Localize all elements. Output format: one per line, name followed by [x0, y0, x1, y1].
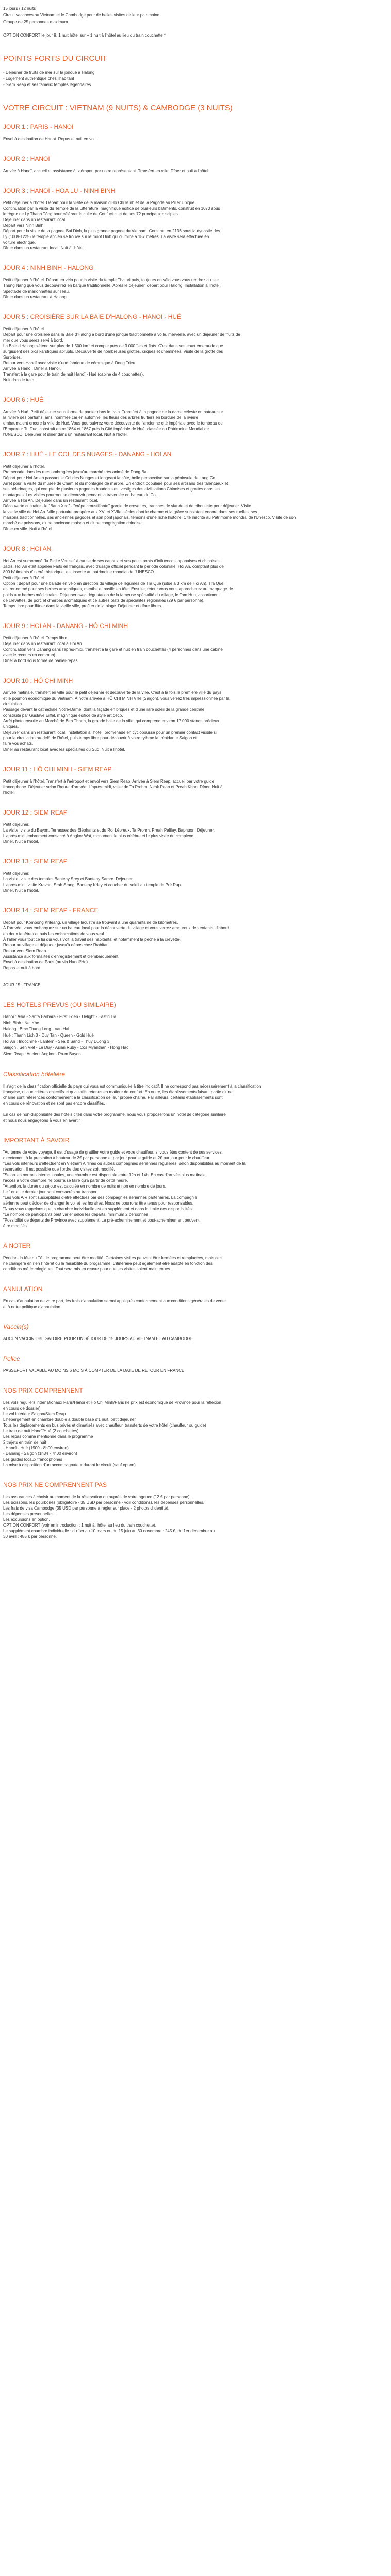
intro-line: Circuit vacances au Vietnam et le Cambodge pour de belles visites de leur patrimoine.: [3, 13, 161, 18]
day-line: Départ pour Hoi An en passant le Col des Nuages et longeant la côte, belle perspective sur la péninsule de Lang Co.: [3, 476, 217, 480]
points-list: [3, 70, 388, 88]
day-line: La Baie d'Halong s'étend sur plus de 1 500 km² et compte près de 3 000 îles et îlots. C'est dans ses eaux émeraude que: [3, 344, 223, 348]
day-line: le règne de Ly Thanh Tông pour célébrer le culte de Confucius et de ses 72 principaux disciples.: [3, 212, 179, 216]
day-line: Départ vers Ninh Binh.: [3, 223, 45, 228]
day-line: Continuation par la visite du Temple de la Littérature, magnifique édifice de plusieurs bâtiments, construit en 1070 sous: [3, 206, 220, 211]
day-line: surgissent des pics karstiques abrupts. Découverte de nombreuses grottes, criques et cheminées. Visite de la grotte des: [3, 349, 223, 354]
intro-line: Groupe de 25 personnes maximum.: [3, 20, 69, 24]
day-line: La visite, visite des temples Banteay Srey et Banteay Samre. Déjeuner.: [3, 877, 134, 882]
excluded-item: Les assurances à choisir au moment de la réservation ou auprès de votre agence (12 € par personne).: [3, 1495, 191, 1499]
day-line: poids aux herbes médicinales. Déjeuner avec dégustation de la fameuse spécialité du village, le Tam Huu, assortiment: [3, 592, 220, 597]
classification-title: Classification hôtelière: [3, 1071, 66, 1078]
day-title: JOUR 13 : SIEM REAP: [3, 858, 68, 865]
day-line: ses pèlerinages, qui compte de plusieurs pagodes bouddhistes, vestiges des civilisations Chinoises et grottes dans les: [3, 487, 220, 492]
day-title: JOUR 5 : CROISIÈRE SUR LA BAIE D'HALONG - HANOÏ - HUÉ: [3, 313, 182, 320]
included-item: La mise à disposition d'un accompagnateur durant le circuit (sauf option): [3, 1463, 136, 1467]
day-line: Déjeuner dans un restaurant local. Installation à l'hôtel, promenade en cyclopousse pour un premier contact visible si: [3, 730, 217, 735]
hotel-item: Saigon : Sen Viet - Le Duy - Asian Ruby - Cos Myanthan - Hong Hac: [3, 1045, 129, 1050]
day-line: Dîner. Nuit à l'hôtel.: [3, 839, 39, 844]
intro-section: [3, 5, 388, 39]
classification-line: française, ni aux critères objectifs et qualitatifs retenus en matière de confort. En outre, les établissements faisant partie d'une: [3, 1090, 233, 1094]
day-line: Dîner à bord sous forme de panier-repas.: [3, 658, 79, 663]
day-line: Petit déjeuner.: [3, 871, 30, 876]
day-line: Assistance aux formalités d'enregistrement et d'embarquement.: [3, 954, 120, 959]
itinerary-day: [3, 766, 388, 795]
classification-line: Il s'agit de la classification officielle du pays qui vous est communiquée à titre indicatif. Il ne correspond pas nécessairement à la classification: [3, 1084, 262, 1089]
included-item: L'hébergement en chambre double à double base d'1 nuit, petit déjeuner: [3, 1417, 136, 1422]
day-line: JOUR 15 : FRANCE: [3, 982, 41, 987]
important-line: l'accès à votre chambre ne pourra se faire qu'à partir de cette heure.: [3, 1178, 128, 1183]
day-line: construite par Gustave Eiffel, magnifique édifice de style art déco.: [3, 713, 123, 718]
day-line: Envol à destination de Hanoï. Repas et nuit en vol.: [3, 137, 96, 141]
excluded-title: NOS PRIX NE COMPRENNENT PAS: [3, 1481, 107, 1488]
day-line: Ly (1009-1225) le temple ancien se trouve sur le mont Dinh qui culmine à 187 mètres. La visite sera effectuée en: [3, 234, 209, 239]
important-line: "Les vols A/R sont susceptibles d'être effectués par des compagnies aériennes partenaires. La compagnie: [3, 1195, 197, 1200]
day-line: est renommé pour ses herbes aromatiques, menthe et basilic en tête. Ensuite, retour vous vous approcherez au marquage de: [3, 587, 233, 591]
day-line: Envol à destination de Paris (ou via Hanoï/Ho).: [3, 960, 89, 964]
day-line: Arrivée à Hué. Petit déjeuner sous forme de panier dans le train. Transfert à la pagode de la dame céleste en bateau sur: [3, 410, 223, 414]
itinerary-day: [3, 187, 388, 251]
itinerary-day: [3, 123, 388, 142]
day-line: Nuit dans le train.: [3, 378, 36, 382]
day-line: Temps libre pour flâner dans la vieille ville, profiter de la plage. Déjeuner et dîner libres.: [3, 604, 162, 608]
day-line: Déjeuner dans un restaurant local.: [3, 217, 67, 222]
day-line: Petit déjeuner à l'hôtel.: [3, 575, 45, 580]
point-item: - Logement authentique chez l'habitant: [3, 76, 74, 81]
important-title: IMPORTANT À SAVOIR: [3, 1137, 70, 1144]
included-item: Les repas comme mentionné dans le programme: [3, 1434, 93, 1439]
day-line: À l'aller vous tout ce lui qui vous voit la travail des habitants, et notamment la pêche à la crevette.: [3, 937, 181, 942]
hotel-item: Hué : Thanh Lich 3 - Duy Tan - Queen - Gold Hué: [3, 1033, 94, 1038]
itinerary-day: [3, 858, 388, 893]
day-line: Petit déjeuner à l'hôtel.: [3, 327, 45, 331]
excluded-item: Les excursions en option.: [3, 1517, 50, 1522]
day-line: Dîner dans un restaurant local. Nuit à l'hôtel.: [3, 246, 85, 250]
day-line: voiture électrique.: [3, 240, 36, 245]
important-line: "Selon les normes internationales, une chambre est disponible entre 12h et 14h. En cas d'arrivée plus matinale,: [3, 1173, 207, 1177]
day-line: Départ pour la visite de la pagode Bai Dinh, la plus grande pagode du Vietnam. Construit en 2136 sous la dynastie des: [3, 229, 220, 233]
day-line: Dîner dans un restaurant à Halong.: [3, 295, 68, 299]
day-line: Départ pour Kompong Khleang, un village lacustre se trouvant à une quarantaine de kilomètres.: [3, 920, 178, 925]
note-title: À NOTER: [3, 1242, 31, 1249]
important-text: [3, 1149, 388, 1229]
included-item: Les guides locaux francophones: [3, 1457, 62, 1462]
day-line: circulation.: [3, 702, 23, 706]
day-line: Petit déjeuner à l'hôtel.: [3, 464, 45, 469]
day-line: Arrivée matinale, transfert en ville pour le petit déjeuner et découverte de la ville. C'est à la fois la première ville du pays: [3, 690, 222, 695]
day-line: Dîner en ville. Nuit à l'hôtel.: [3, 527, 54, 531]
points-title: POINTS FORTS DU CIRCUIT: [3, 54, 107, 63]
annulation-line: En cas d'annulation de votre part, les frais d'annulation seront appliqués conformément aux conditions générales de vente: [3, 1299, 226, 1303]
day-line: L'après-midi embrement consacré à Angkor Wat, monument le plus célèbre et le plus visité du complexe.: [3, 834, 195, 838]
police-line: PASSEPORT VALABLE AU MOINS 6 MOIS À COMPTER DE LA DATE DE RETOUR EN FRANCE: [3, 1368, 185, 1373]
day-line: L'après-midi, visite Kravan, Srah Srang, Banteay Kdey et coucher du soleil au temple de Pré Rup.: [3, 883, 182, 887]
day-line: francophone. Déjeuner selon l'heure d'arrivée. L'après-midi, visite de Ta Prohm, Neak Pean et Preah Khan. Dîner. Nuit à: [3, 785, 223, 789]
intro-line: OPTION CONFORT le jour 9, 1 nuit hôtel sur + 1 nuit à l'hôtel au lieu du train couchette *: [3, 33, 166, 38]
day-line: avec le recours en commun).: [3, 653, 57, 657]
day-line: Arrivée à Hanoï. Dîner à Hanoï.: [3, 366, 61, 371]
important-line: "Possibilité de départs de Province avec supplément. La pré-acheminement et post-acheminement peuvent: [3, 1218, 200, 1223]
itinerary-days: [3, 123, 388, 988]
day-line: faire vos achats.: [3, 741, 34, 746]
day-title: JOUR 8 : HOI AN: [3, 545, 52, 552]
day-line: l'UNESCO. Déjeuner et dîner dans un restaurant local. Nuit à l'hôtel.: [3, 432, 128, 437]
day-line: la rivière des parfums, ainsi nommée car en automne, les fleurs des arbres fruitiers en bordure de la rivière: [3, 415, 198, 420]
itinerary-day: [3, 907, 388, 971]
itinerary-day: [3, 809, 388, 844]
excluded-item: Les boissons, les pourboires (obligatoire - 35 USD par personne - voir conditions), les dépenses personnelles.: [3, 1500, 204, 1505]
day-line: Retour au village et déjeuner jusqu'à dépos chez l'habitant.: [3, 943, 111, 947]
itinerary-day: [3, 155, 388, 174]
classification-text: [3, 1083, 388, 1123]
day-line: Passage devant la cathédrale Notre-Dame, dont la façade en briques et d'une rare soleil de la grande centrale: [3, 707, 205, 712]
day-title: JOUR 6 : HUÉ: [3, 396, 44, 403]
day-line: maisons traditionnelles, ses anciennes pagodes et son pont japonais, témoins d'une riche histoire. Cité inscrite au Patrimoine mondial de l'Unesco. Visite de son: [3, 515, 296, 520]
classification-line: En cas de non-disponibilité des hôtels cités dans votre programme, nous vous proposerons un hôtel de catégorie similaire: [3, 1112, 226, 1117]
classification-line: chaîne sont référencés conformément à la classification de leur propre chaîne. Par ailleurs, certains établissements sont: [3, 1095, 223, 1100]
important-line: "Le nombre de participants peut varier selon les départs, minimum 2 personnes.: [3, 1212, 150, 1217]
annulation-line: et à notre politique d'annulation.: [3, 1304, 62, 1309]
hotel-item: Hanoï : Asia - Santa Barbara - First Eden - Delight - Eastin Da: [3, 1014, 117, 1019]
day-line: et le poumon économique du Vietnam. À notre arrivée à HÔ CHI MINH Ville (Saigon), vous verrez très impressionnée par la: [3, 696, 230, 701]
day-line: montagnes. Les visites pourront se découvrir pendant la traversée en bateau du Col.: [3, 493, 158, 497]
day-title: JOUR 2 : HANOÏ: [3, 155, 50, 162]
day-line: Petit déjeuner à l'hôtel. Départ pour la visite de la maison d'Hô Chi Minh et de la Pagode au Pilier Unique.: [3, 200, 196, 205]
classification-line: et nous nous engageons à vous en avertir.: [3, 1118, 81, 1123]
itinerary-day: [3, 677, 388, 752]
day-line: Arrêt pour la visite du musée de Cham et du montagne de marbre. Un endroit populaire pour ses artisans très talentueux et: [3, 481, 229, 486]
included-item: Les vols réguliers internationaux Paris/Hanoï et Hô Chi Minh/Paris (le prix est économique de Province pour la réflexion: [3, 1400, 221, 1405]
excluded-item: OPTION CONFORT (voir en introduction : 1 nuit à l'hôtel au lieu du train couchette).: [3, 1523, 156, 1528]
itinerary-day: [3, 313, 388, 383]
included-item: - Danang - Saigon (1h34 - 7h00 environ): [3, 1451, 77, 1456]
note-line: Pendant la fête du Têt, le programme peut être modifié. Certaines visites peuvent être fermées et remplacées, mais ceci: [3, 1256, 223, 1260]
day-title: JOUR 10 : HÔ CHI MINH: [3, 677, 73, 684]
itinerary-day: [3, 545, 388, 609]
included-title: NOS PRIX COMPRENNENT: [3, 1387, 83, 1394]
day-line: Surprises.: [3, 355, 22, 360]
hotel-item: Halong : Bmc Thang Long - Van Hai: [3, 1027, 69, 1031]
day-line: Jadis, Hoi An était appelée Faifo en français, avec d'usage officiel pendant la période coloniale. Hoi An, comptant plus de: [3, 564, 224, 569]
itinerary-day: [3, 264, 388, 300]
included-item: Le vol intérieur Saigon/Siem Reap: [3, 1412, 66, 1416]
day-line: À l'arrivée, vous embarquez sur un bateau local pour la découverte du village et vous verrez amoureux des enfants, d'abord: [3, 926, 229, 930]
day-line: Option : départ pour une balade en vélo en direction du village de légumes de Tra Que (situé à 3 km de Hoi An). Tra Que: [3, 581, 224, 586]
day-line: en deux fenêtres et puis les embarcations de vous seul.: [3, 931, 105, 936]
important-line: "Les vols intérieurs s'effectuent en Vietnam Airlines ou autres compagnies aériennes régulières, selon disponibilités au moment de la: [3, 1161, 246, 1166]
day-title: JOUR 14 : SIEM REAP - FRANCE: [3, 907, 99, 914]
included-item: - Hanoï - Hué (1900 - 8h00 environ): [3, 1446, 69, 1450]
day-line: 800 bâtiments d'intérêt historique, est inscrite au patrimoine mondial de l'UNESCO.: [3, 570, 155, 574]
day-line: Dîner. Nuit à l'hôtel.: [3, 888, 39, 893]
hotel-item: Siem Reap : Ancient Angkor - Prum Bayon: [3, 1052, 81, 1056]
classification-line: en cours de rénovation et ne sont pas encore classifiés.: [3, 1101, 105, 1106]
hotels-list: [3, 1014, 388, 1057]
day-line: Petit déjeuner.: [3, 822, 30, 827]
itinerary-day: [3, 622, 388, 664]
day-title: JOUR 7 : HUÉ - LE COL DES NUAGES - DANANG - HOI AN: [3, 451, 172, 458]
important-line: "Au terme de votre voyage, il est d'usage de gratifier votre guide et votre chauffeur, si vous êtes content de ses services,: [3, 1150, 223, 1155]
important-line: directement à la prestation à hauteur de 3€ par personne et par jour pour le guide et 2€ par jour pour le chauffeur.: [3, 1156, 210, 1160]
day-title: JOUR 12 : SIEM REAP: [3, 809, 68, 816]
itinerary-title: VOTRE CIRCUIT : VIETNAM (9 NUITS) & CAMBODGE (3 NUITS): [3, 104, 233, 112]
vaccin-line: AUCUN VACCIN OBLIGATOIRE POUR UN SÉJOUR DE 15 JOURS AU VIETNAM ET AU CAMBODGE: [3, 1336, 193, 1341]
vaccin-title: Vaccin(s): [3, 1323, 29, 1330]
hotel-item: Hoi An : Indochine - Lantern - Sea & Sand - Thuy Duong 3: [3, 1039, 110, 1044]
hotels-title: LES HOTELS PREVUS (OU SIMILAIRE): [3, 1001, 116, 1008]
day-title: JOUR 9 : HOI AN - DANANG - HÔ CHI MINH: [3, 622, 128, 630]
note-line: ne changera en rien l'intérêt ou la faisabilité du programme. L'itinéraire peut également être adapté en fonction des: [3, 1261, 213, 1266]
day-line: marché de poissons, d'une ancienne maison et d'une congrégation chinoise.: [3, 521, 143, 526]
day-line: La visite, visite du Bayon, Terrasses des Éléphants et du Roi Lépreux, Ta Prohm, Preah Palilay, Baphuon. Déjeuner.: [3, 828, 215, 833]
day-line: Retour vers Hanoï avec visite d'une fabrique de céramique à Dong Trieu.: [3, 361, 137, 365]
day-line: la vieille ville de Hoi An. Ville portuaire prospère aux XVI et XVIIe siècles dont le charme et la grâce subsistent encore dans ses ruelles, ses: [3, 510, 257, 514]
day-title: JOUR 4 : NINH BINH - HALONG: [3, 264, 94, 272]
day-title: JOUR 3 : HANOÏ - HOA LU - NINH BINH: [3, 187, 116, 194]
day-line: Transfert à la gare pour le train de nuit Hanoï - Hué (cabine de 4 couchettes).: [3, 372, 144, 377]
day-line: Spectacle de marionnettes sur l'eau.: [3, 289, 70, 294]
day-line: Continuation vers Danang dans l'après-midi, transfert à la gare et nuit en train couchettes (4 personnes dans une cabine: [3, 647, 223, 652]
note-text: [3, 1255, 388, 1272]
included-item: en cours de dossier): [3, 1406, 41, 1411]
annulation-title: ANNULATION: [3, 1285, 43, 1293]
day-line: Thung Nang que vous découvrirez en barque traditionnelle. Après le déjeuner, départ pour Halong. Installation à l'hôtel.: [3, 283, 221, 288]
day-line: Dîner au restaurant local avec les spécialités du Sud. Nuit à l'hôtel.: [3, 747, 125, 752]
day-line: de crevettes, de porc et d'herbes aromatiques et ce autres plats de spécialités régionales (29 € par personne).: [3, 598, 205, 603]
classification-line: [3, 1106, 388, 1112]
point-item: - Siem Reap et ses fameux temples légendaires: [3, 82, 91, 87]
day-line: Arrêt photo ensuite au Marché de Ben Thanh, la grande halle de la ville, qui comprend environ 17 000 stands précieux: [3, 719, 219, 723]
day-line: Retour vers Siem Reap.: [3, 948, 47, 953]
important-line: "Attention, la durée du séjour est calculée en nombre de nuits et non en nombre de jours.: [3, 1184, 166, 1189]
intro-line: 15 jours / 12 nuits: [3, 6, 36, 11]
day-line: Petit déjeuner à l'hôtel. Temps libre.: [3, 636, 69, 640]
important-line: réservation. Il est possible que l'ordre des visites soit modifié.: [3, 1167, 115, 1172]
included-item: Le train de nuit Hanoï/Hué (2 couchettes): [3, 1429, 79, 1433]
annulation-text: [3, 1298, 388, 1310]
day-line: Arrivée à Hanoï, accueil et assistance à l'aéroport par notre représentant. Transfert en ville. Dîner et nuit à l'hôtel.: [3, 168, 210, 173]
day-title: JOUR 11 : HÔ CHI MINH - SIEM REAP: [3, 766, 112, 773]
note-line: conditions météorologiques. Tout sera mis en œuvre pour que les visites soient maintenues.: [3, 1267, 171, 1272]
intro-line: [3, 25, 388, 32]
itinerary-day: [3, 971, 388, 988]
excluded-item: Les frais de visa Cambodge (35 USD par personne à régler sur place - 2 photos d'identité).: [3, 1506, 170, 1511]
day-line: uniques.: [3, 724, 19, 729]
police-text: [3, 1368, 388, 1374]
day-title: JOUR 1 : PARIS - HANOÏ: [3, 123, 74, 130]
important-line: être modifiés.: [3, 1224, 28, 1228]
police-title: Police: [3, 1355, 20, 1362]
important-line: Le 1er et le dernier jour sont consacrés au transport.: [3, 1190, 99, 1194]
itinerary-day: [3, 396, 388, 437]
day-line: Arrivée à Hoi An. Déjeuner dans un restaurant local.: [3, 498, 99, 503]
important-line: aérienne peut décider de changer le vol et les horaires. Nous ne pourrons être tenus pour responsables.: [3, 1201, 194, 1206]
itinerary-day: [3, 451, 388, 532]
included-item: Tous les déplacements en bus privés et climatisés avec chauffeur, transferts de votre hôtel (chauffeur ou guide): [3, 1423, 206, 1428]
included-item: 2 trajets en train de nuit: [3, 1440, 46, 1445]
day-line: Repas et nuit à bord.: [3, 965, 42, 970]
included-list: [3, 1400, 388, 1468]
day-line: l'Empereur Tu Duc, construit entre 1864 et 1867 puis la Cité impériale de Hué, classée au Patrimoine Mondial de: [3, 427, 209, 431]
day-line: pour la circulation au-delà de l'hôtel, puis temps libre pour découvrir à votre rythme la trépidante Saigon et: [3, 736, 197, 740]
day-line: l'hôtel.: [3, 790, 15, 795]
day-line: Promenade dans les rues ombragées jusqu'au marché très animé de Dong Ba.: [3, 470, 148, 474]
day-line: Petit déjeuner à l'hôtel. Départ en vélo pour la visite du temple Thai Vi puis, toujours en vélo vous vous rendrez au site: [3, 278, 219, 282]
day-line: Départ pour une croisière dans la Baie d'Halong à bord d'une jonque traditionnelle à voile, merveille, avec un déjeuner de fruits de: [3, 332, 240, 337]
hotel-item: Ninh Binh : Nei Khe: [3, 1021, 39, 1025]
day-line: Petit déjeuner à l'hôtel. Transfert à l'aéroport et envol vers Siem Reap. Arrivée à Siem Reap, accueil par votre guide: [3, 779, 215, 784]
vaccin-text: [3, 1336, 388, 1342]
excluded-item: Les dépenses personnelles.: [3, 1512, 55, 1516]
excluded-item: Le supplément chambre individuelle : du 1er au 10 mars ou du 15 juin au 30 novembre : 245 €, du 1er décembre au: [3, 1529, 215, 1533]
day-line: Déjeuner dans un restaurant local à Hoi An.: [3, 641, 83, 646]
day-line: mer que vous serez servi à bord.: [3, 338, 63, 343]
excluded-list: [3, 1494, 388, 1539]
point-item: - Déjeuner de fruits de mer sur la jonque à Halong: [3, 70, 95, 75]
day-line: embaumaient encore la ville de Hué. Vous poursuivrez votre découverte de l'ancienne cité impériale avec le tombeau de: [3, 421, 223, 426]
day-line: Hoi An est surnommé "la Petite Venise" à cause de ses canaux et ses petits ponts d'influences japonaises et chinoises.: [3, 558, 221, 563]
day-line: Découverte culinaire - le "Banh Xeo" - "crêpe croustillante" garnie de crevettes, tranches de viande et de ciboulette pour déjeuner. Visite: [3, 504, 251, 509]
important-line: "Nous vous rappelons que la chambre individuelle est en supplément et dans la limite des disponibilités.: [3, 1207, 193, 1211]
excluded-item: 30 avril : 485 € par personne.: [3, 1534, 57, 1539]
